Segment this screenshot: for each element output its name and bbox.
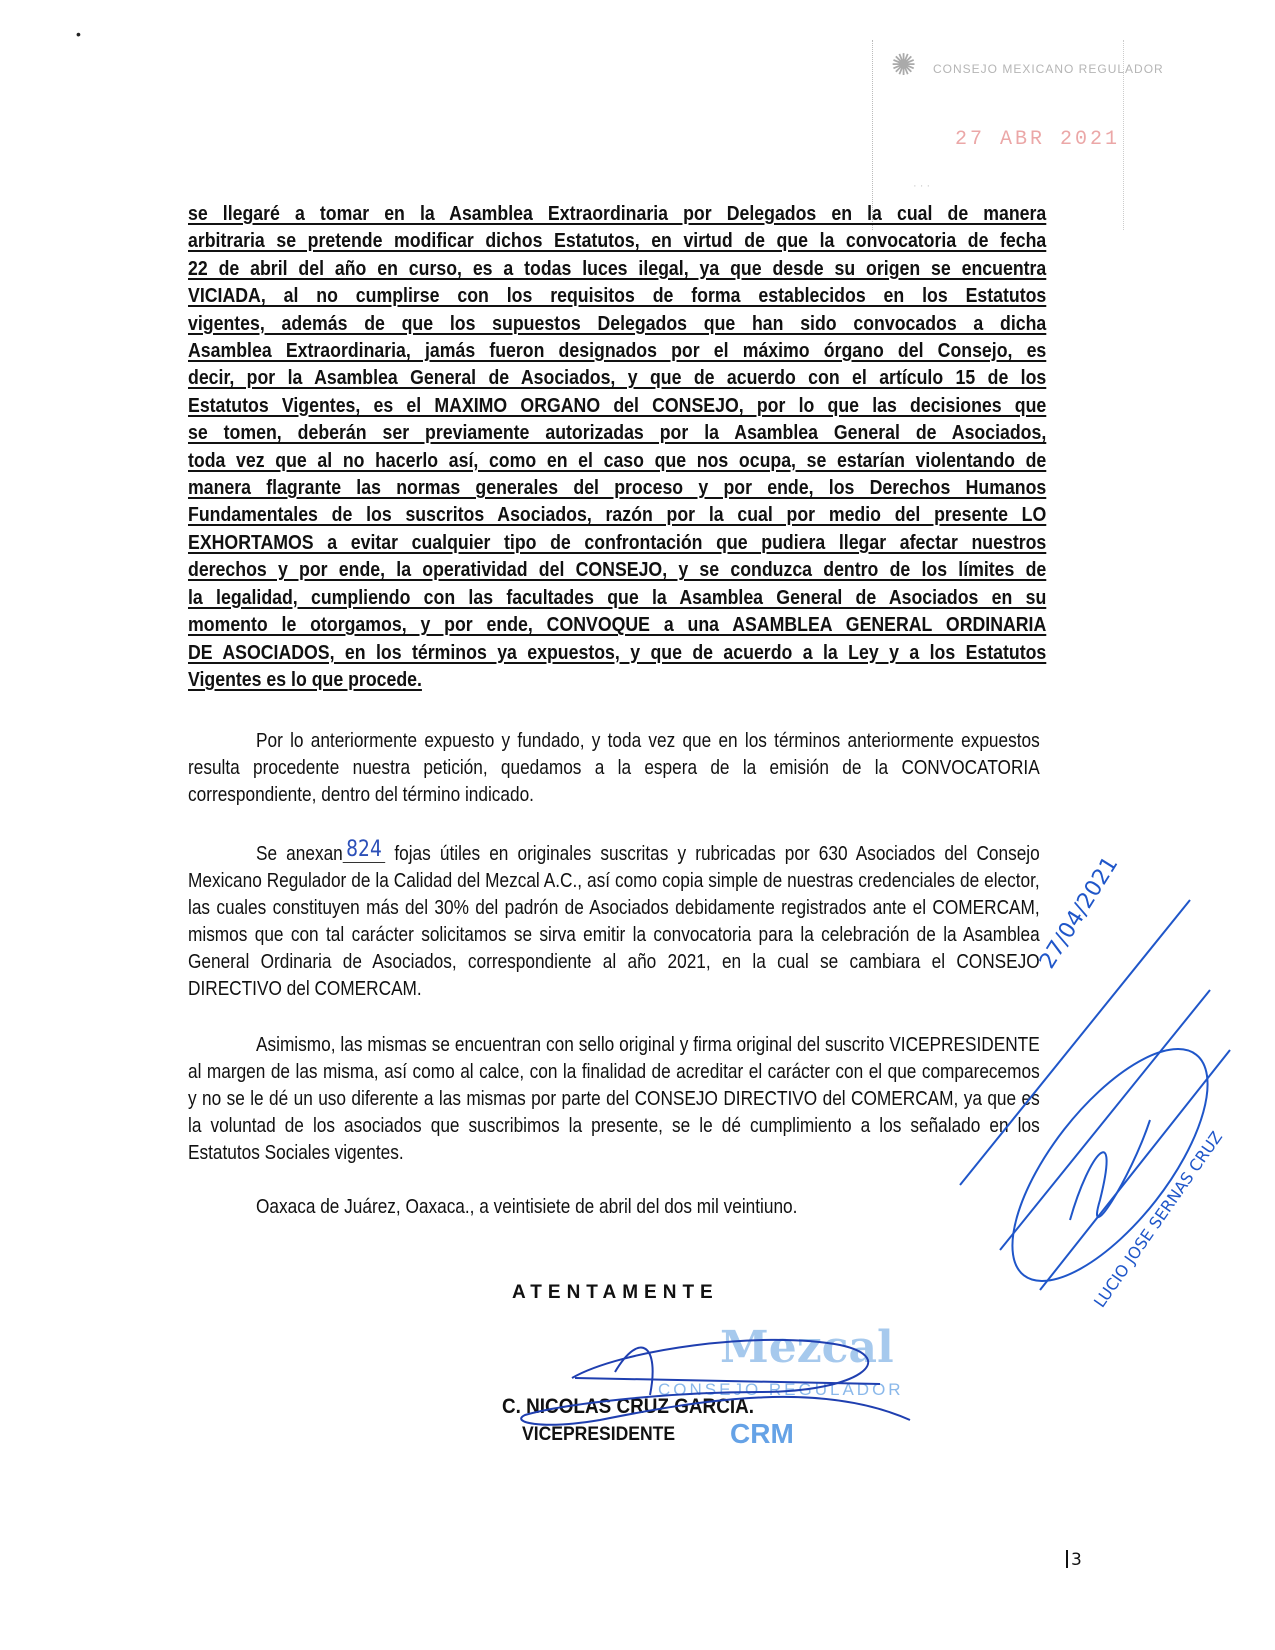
seal-crm-logo: CRM [730, 1418, 794, 1449]
bold-paragraph-line-text: EXHORTAMOS a evitar cualquier tipo de confrontación que pudiera llegar afectar nuestros [188, 530, 1047, 554]
handwritten-page-count: 824 [343, 837, 386, 863]
page-number-bar [1066, 1550, 1068, 1568]
bold-paragraph-line [188, 666, 1046, 693]
bold-paragraph-line [188, 639, 1046, 666]
bold-paragraph-line-text: derechos y por ende, la operatividad del CONSEJO, y se conduzca dentro de los límites de [188, 558, 1047, 582]
bold-underlined-paragraph [188, 200, 1046, 693]
bold-paragraph-line [188, 447, 1046, 474]
bold-paragraph-line [188, 282, 1046, 309]
page-number: 3 [1066, 1550, 1082, 1570]
place-and-date: Oaxaca de Juárez, Oaxaca., a veintisiete de abril del dos mil veintiuno. [256, 1196, 798, 1218]
bold-paragraph-line [188, 310, 1046, 337]
bold-paragraph-line-text: arbitraria se pretende modificar dichos Estatutos, en virtud de que la convocatoria de fecha [188, 229, 1047, 253]
bold-paragraph-line-text: toda vez que al no hacerlo así, como en el caso que nos ocupa, se estarían violentando de [188, 448, 1047, 472]
scan-speck: • [76, 26, 81, 42]
bold-paragraph-line-text: DE ASOCIADOS, en los términos ya expuestos, y que de acuerdo a la Ley y a los Estatutos [188, 640, 1047, 664]
paragraph-petition: Por lo anteriormente expuesto y fundado, y toda vez que en los términos anteriormente expuestos resulta procedente nuestra petición, quedamos a la espera de la emisión de la CONVOCATORIA correspondiente, dentro del término indicado. [188, 730, 1040, 806]
paragraph-annex: Se anexan 824 fojas útiles en originales suscritas y rubricadas por 630 Asociados del Consejo Mexicano Regulador de la Calidad del Mezcal A.C., así como copia simple de nuestras credenciales de elector, las cuales constituyen más del 30% del padrón de Asociados debidamente registrados ante el COMERCAM, mismos que con tal carácter solicitamos se sirva emitir la convocatoria para la celebración de la Asamblea General Ordinaria de Asociados, correspondiente al año 2021, en la cual se cambiara el CONSEJO DIRECTIVO del COMERCAM. [188, 837, 1040, 1000]
seal-consejo-regulador: CONSEJO REGULADOR [658, 1380, 904, 1399]
bold-paragraph-line [188, 392, 1046, 419]
bold-paragraph-line [188, 556, 1046, 583]
agave-logo-icon: ✺ [891, 49, 917, 82]
bold-paragraph-line-text: momento le otorgamos, y por ende, CONVOQUE a una ASAMBLEA GENERAL ORDINARIA [188, 613, 1047, 637]
bold-paragraph-line-text: Estatutos Vigentes, es el MAXIMO ORGANO del CONSEJO, por lo que las decisiones que [188, 393, 1047, 417]
bold-paragraph-line-text: se llegaré a tomar en la Asamblea Extraordinaria por Delegados en la cual de manera [188, 202, 1047, 225]
bold-paragraph-line [188, 200, 1046, 227]
bold-paragraph-line-text: decir, por la Asamblea General de Asociados, y que de acuerdo con el artículo 15 de los [188, 366, 1047, 390]
bold-paragraph-line [188, 611, 1046, 638]
stamp-footer-mark: · · · [913, 180, 931, 192]
handwritten-margin-date: 27/04/2021 [1035, 852, 1124, 974]
bold-paragraph-line-text: se tomen, deberán ser previamente autorizadas por la Asamblea General de Asociados, [188, 421, 1047, 445]
stamp-org-text: CONSEJO MEXICANO REGULADOR [933, 62, 1164, 76]
signer-name: C. NICOLAS CRUZ GARCIA. [502, 1395, 754, 1418]
bold-paragraph-line [188, 474, 1046, 501]
seal-mezcal-word: Mezcal [720, 1322, 894, 1373]
bold-paragraph-line-text: la legalidad, cumpliendo con las facultades que la Asamblea General de Asociados en su [188, 585, 1047, 609]
stamp-date: 27 ABR 2021 [955, 128, 1121, 151]
bold-paragraph-line [188, 227, 1046, 254]
bold-paragraph-line [188, 255, 1046, 282]
paragraph-seal: Asimismo, las mismas se encuentran con sello original y firma original del suscrito VICEPRESIDENTE al margen de las misma, así como al calce, con la finalidad de acreditar el carácter con el que comparecemos y no se le dé un uso diferente a las mismas por parte del CONSEJO DIRECTIVO del COMERCAM, ya que es la voluntad de los asociados que suscribimos la presente, se le dé cumplimiento a los señalado en los Estatutos Sociales vigentes. [188, 1034, 1040, 1164]
bold-paragraph-line-text: Vigentes es lo que procede. [188, 667, 422, 691]
bold-paragraph-line-text: Asamblea Extraordinaria, jamás fueron designados por el máximo órgano del Consejo, es [188, 339, 1047, 363]
bold-paragraph-line [188, 584, 1046, 611]
closing-atentamente: ATENTAMENTE [512, 1282, 719, 1303]
bold-paragraph-line-text: vigentes, además de que los supuestos Delegados que han sido convocados a dicha [188, 311, 1047, 335]
bold-paragraph-line [188, 364, 1046, 391]
bold-paragraph-line [188, 501, 1046, 528]
bold-paragraph-line-text: Fundamentales de los suscritos Asociados, razón por la cual por medio del presente LO [188, 503, 1047, 527]
bold-paragraph-line-text: manera flagrante las normas generales del proceso y por ende, los Derechos Humanos [188, 476, 1047, 500]
signer-role: VICEPRESIDENTE [522, 1423, 676, 1445]
bold-paragraph-line [188, 337, 1046, 364]
bold-paragraph-line-text: 22 de abril del año en curso, es a todas luces ilegal, ya que desde su origen se encuentra [188, 256, 1047, 280]
bold-paragraph-line [188, 529, 1046, 556]
bold-paragraph-line-text: VICIADA, al no cumplirse con los requisitos de forma establecidos en los Estatutos [188, 284, 1047, 308]
handwritten-margin-name: LUCIO JOSE SERNAS CRUZ [1090, 1127, 1227, 1311]
bold-paragraph-line [188, 419, 1046, 446]
